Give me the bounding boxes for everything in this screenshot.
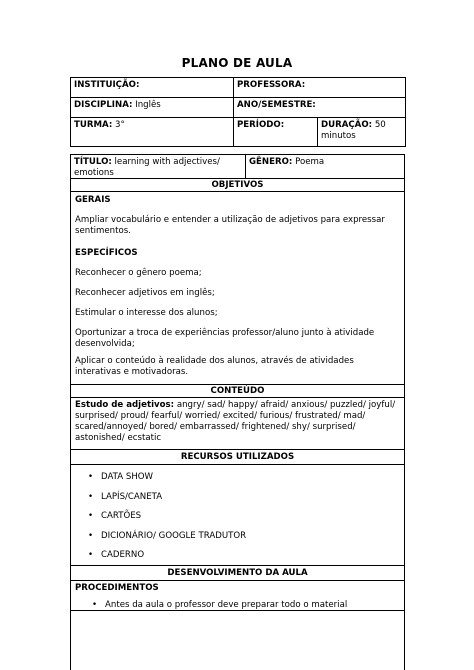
objetivos-heading: OBJETIVOS <box>71 179 404 192</box>
titulo-cell <box>71 155 246 178</box>
disciplina-label: DISCIPLINA: <box>74 100 133 110</box>
genero-cell <box>246 155 404 178</box>
titulo-genero-row <box>71 155 404 179</box>
turma-label: TURMA: <box>74 120 113 130</box>
list-item: • DICIONÁRIO/ GOOGLE TRADUTOR <box>71 530 404 550</box>
recursos-section <box>71 465 404 566</box>
duracao-value: 50 <box>374 120 386 130</box>
gerais-label: GERAIS <box>75 195 111 205</box>
titulo-label: TÍTULO: <box>74 157 112 167</box>
header-table <box>70 77 406 147</box>
instituicao-label: INSTITUIÇÃO: <box>74 80 140 90</box>
turma-cell <box>71 118 234 147</box>
especifico-item: Oportunizar a troca de experiências professor/aluno junto à atividade desenvolvida; <box>75 328 375 349</box>
instituicao-cell <box>71 78 234 98</box>
page-title: PLANO DE AULA <box>181 56 293 70</box>
especifico-item: Estimular o interesse dos alunos; <box>75 308 218 318</box>
disciplina-value: Inglês <box>135 100 161 110</box>
periodo-label: PERÍODO: <box>237 120 285 130</box>
conteudo-heading: CONTEÚDO <box>71 385 404 398</box>
conteudo-label: Estudo de adjetivos: <box>75 400 175 410</box>
genero-label: GÊNERO: <box>249 157 293 167</box>
ano-semestre-cell <box>234 98 406 118</box>
especifico-item: Reconhecer o gênero poema; <box>75 268 202 278</box>
duracao-cell <box>318 118 405 146</box>
genero-value: Poema <box>295 157 325 167</box>
titulo-value: learning with adjectives/ <box>114 157 220 167</box>
lesson-plan-body <box>70 154 405 670</box>
conteudo-section <box>71 398 404 450</box>
titulo-value-cont: emotions <box>74 168 114 178</box>
disciplina-cell <box>71 98 234 118</box>
procedimentos-label: PROCEDIMENTOS <box>75 583 159 593</box>
duracao-label: DURAÇÃO: <box>321 120 373 130</box>
recursos-list <box>71 471 404 569</box>
especifico-item: Aplicar o conteúdo à realidade dos alunos, através de atividades interativas e motivadoras. <box>75 356 354 377</box>
especifico-item: Reconhecer adjetivos em inglês; <box>75 288 215 298</box>
turma-value: 3° <box>115 120 125 130</box>
professora-cell <box>234 78 406 98</box>
especificos-label: ESPECÍFICOS <box>75 248 138 258</box>
desenvolvimento-heading: DESENVOLVIMENTO DA AULA <box>71 566 404 581</box>
list-item: • CARTÕES <box>71 510 404 530</box>
list-item: • CADERNO <box>71 549 404 569</box>
duracao-value-unit: minutos <box>321 131 356 141</box>
conteudo-text: angry/ sad/ happy/ afraid/ anxious/ puzzled/ joyful/ surprised/ proud/ fearful/ worried/ excited/ furious/ frustrated/ mad/ scared/annoyed/ bored/ embarrassed/ frightened/ shy/ surprised/ astonished/ ecstatic <box>75 400 396 443</box>
objetivos-section <box>71 195 404 385</box>
procedimentos-section <box>71 581 404 611</box>
periodo-cell <box>234 118 318 146</box>
professora-label: PROFESSORA: <box>237 80 306 90</box>
recursos-heading: RECURSOS UTILIZADOS <box>71 450 404 465</box>
ano-semestre-label: ANO/SEMESTRE: <box>237 100 316 110</box>
gerais-text: Ampliar vocabulário e entender a utilização de adjetivos para expressar sentimentos. <box>75 215 385 236</box>
list-item: • DATA SHOW <box>71 471 404 491</box>
periodo-duracao-cell <box>234 118 406 147</box>
list-item: • Antes da aula o professor deve preparar todo o material <box>75 600 400 611</box>
list-item: • LAPÍS/CANETA <box>71 491 404 511</box>
